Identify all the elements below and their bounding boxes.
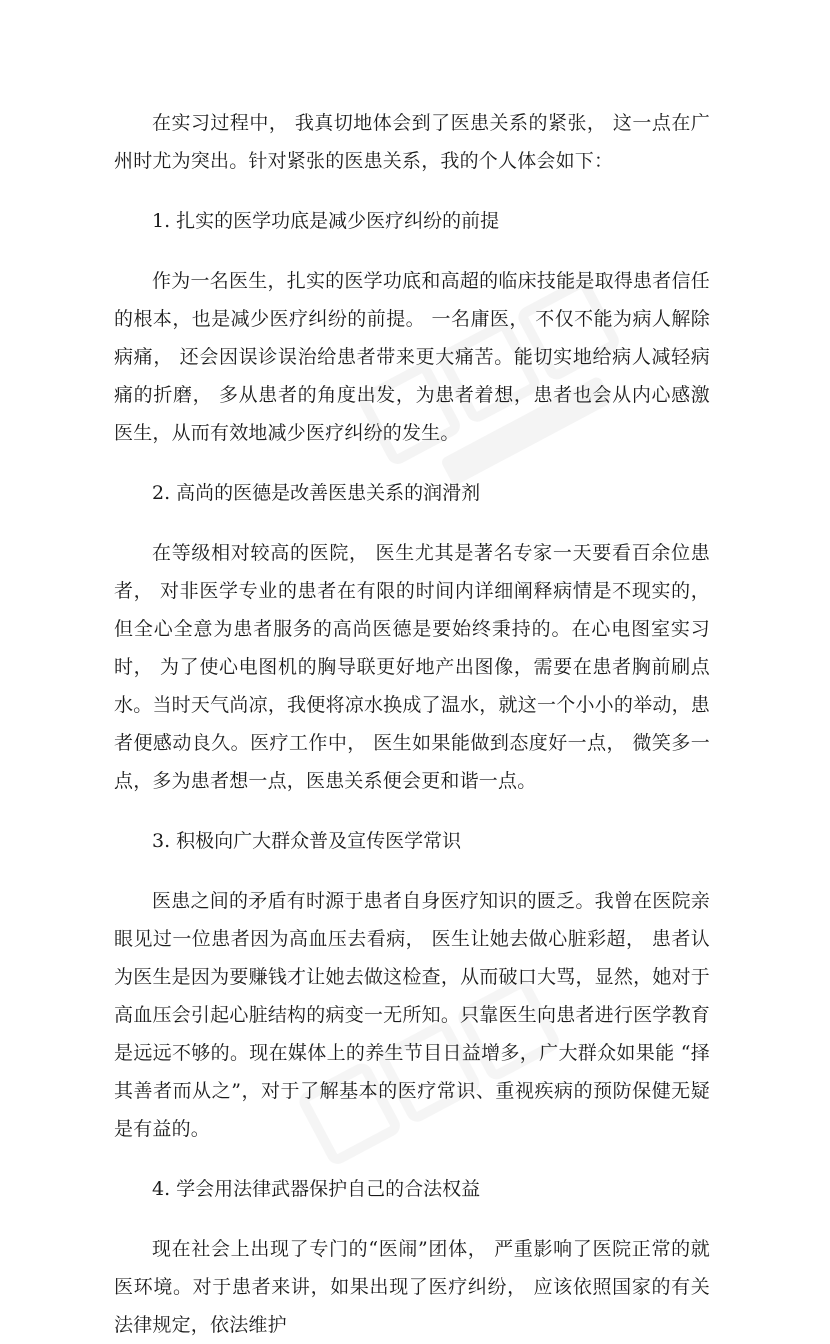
section-3-heading: 3. 积极向广大群众普及宣传医学常识 [152, 830, 462, 852]
section-1-body: 作为一名医生，扎实的医学功底和高超的临床技能是取得患者信任的根本，也是减少医疗纠纷的前提。 一名庸医， 不仅不能为病人解除病痛， 还会因误诊误治给患者带来更大痛苦。能切实地给病人减轻病痛的折磨， 多从患者的角度出发，为患者着想，患者也会从内心感激医生，从而有效地减少医疗纠纷的发生。 [114, 270, 710, 444]
section-2-body: 在等级相对较高的医院， 医生尤其是著名专家一天要看百余位患者， 对非医学专业的患者在有限的时间内详细阐释病情是不现实的，但全心全意为患者服务的高尚医德是要始终秉持的。在心电图室实习时， 为了使心电图机的胸导联更好地产出图像，需要在患者胸前刷点水。当时天气尚凉，我便将凉水换成了温水，就这一个小小的举动，患者便感动良久。医疗工作中， 医生如果能做到态度好一点， 微笑多一点，多为患者想一点，医患关系便会更和谐一点。 [114, 542, 710, 792]
section-2-heading: 2. 高尚的医德是改善医患关系的润滑剂 [152, 482, 481, 504]
intro-paragraph: 在实习过程中， 我真切地体会到了医患关系的紧张， 这一点在广州时尤为突出。针对紧张的医患关系，我的个人体会如下： [114, 112, 710, 172]
section-4-body: 现在社会上出现了专门的“医闹”团体， 严重影响了医院正常的就医环境。对于患者来讲，如果出现了医疗纠纷， 应该依照国家的有关法律规定，依法维护 [114, 1238, 710, 1336]
section-3-body: 医患之间的矛盾有时源于患者自身医疗知识的匮乏。我曾在医院亲眼见过一位患者因为高血压去看病， 医生让她去做心脏彩超， 患者认为医生是因为要赚钱才让她去做这检查，从而破口大骂，显然，她对于高血压会引起心脏结构的病变一无所知。只靠医生向患者进行医学教育是远远不够的。现在媒体上的养生节目日益增多，广大群众如果能 “择其善者而从之”，对于了解基本的医疗常识、重视疾病的预防保健无疑是有益的。 [114, 890, 710, 1140]
document-page [114, 104, 710, 1344]
section-1-heading: 1. 扎实的医学功底是减少医疗纠纷的前提 [152, 210, 500, 232]
section-4-heading: 4. 学会用法律武器保护自己的合法权益 [152, 1178, 481, 1200]
